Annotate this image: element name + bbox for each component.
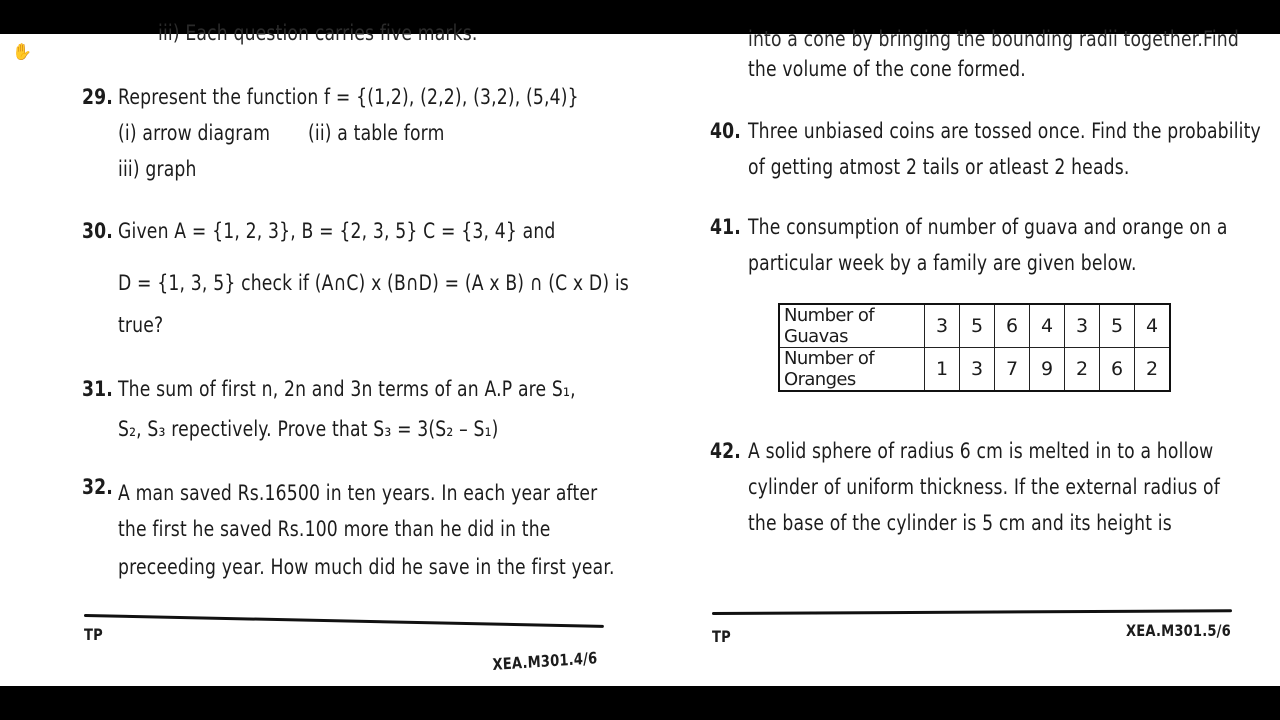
question-29-option-iii: iii) graph <box>118 157 197 181</box>
table-cell: 2 <box>1065 348 1100 392</box>
question-32-line-2: the first he saved Rs.100 more than he did in the <box>118 517 551 541</box>
right-cut-top-line: into a cone by bringing the bounding radii together.Find <box>748 27 1239 51</box>
question-41-line-2: particular week by a family are given below. <box>748 251 1137 275</box>
question-42-number: 42. <box>710 439 742 463</box>
right-footer-tp: TP <box>712 627 731 646</box>
table-cell: 2 <box>1135 348 1171 392</box>
table-cell: 1 <box>925 348 960 392</box>
question-30-line-2: D = {1, 3, 5} check if (A∩C) x (B∩D) = (A x B) ∩ (C x D) is <box>118 271 629 295</box>
question-40-line-2: of getting atmost 2 tails or atleast 2 heads. <box>748 155 1130 179</box>
left-footer-code: XEA.M301.4/6 <box>492 648 598 674</box>
table-cell: 3 <box>960 348 995 392</box>
table-cell: 9 <box>1030 348 1065 392</box>
question-31-number: 31. <box>82 377 114 401</box>
hand-cursor-icon: ✋ <box>12 44 32 61</box>
right-footer-code: XEA.M301.5/6 <box>1126 621 1231 640</box>
question-41-number: 41. <box>710 215 742 239</box>
question-32-line-1: A man saved Rs.16500 in ten years. In each year after <box>118 481 598 505</box>
table-cell: 3 <box>1065 304 1100 348</box>
question-30-line-3: true? <box>118 313 164 337</box>
table-cell: 6 <box>1100 348 1135 392</box>
table-row <box>779 304 1170 348</box>
question-39-continued: the volume of the cone formed. <box>748 57 1026 81</box>
guava-orange-table <box>778 303 1171 392</box>
question-42-line-1: A solid sphere of radius 6 cm is melted in to a hollow <box>748 439 1214 463</box>
right-footer-rule <box>712 609 1232 615</box>
question-29-option-ii: (ii) a table form <box>308 121 445 145</box>
table-cell: 5 <box>960 304 995 348</box>
question-41-line-1: The consumption of number of guava and orange on a <box>748 215 1228 239</box>
table-cell: 4 <box>1135 304 1171 348</box>
table-cell: 6 <box>995 304 1030 348</box>
question-42-line-2: cylinder of uniform thickness. If the external radius of <box>748 475 1220 499</box>
table-cell: 5 <box>1100 304 1135 348</box>
document-viewport <box>0 21 1280 686</box>
left-cut-top-line: iii) Each question carries five marks. <box>158 21 478 45</box>
question-40-number: 40. <box>710 119 742 143</box>
row-label-guavas: Number of Guavas <box>779 304 925 348</box>
table-cell: 3 <box>925 304 960 348</box>
row-label-oranges: Number of Oranges <box>779 348 925 392</box>
table-cell: 7 <box>995 348 1030 392</box>
table-cell: 4 <box>1030 304 1065 348</box>
question-32-line-3: preceeding year. How much did he save in the first year. <box>118 555 615 579</box>
question-42-line-3: the base of the cylinder is 5 cm and its height is <box>748 511 1172 535</box>
table-row <box>779 348 1170 392</box>
question-29-line-1: Represent the function f = {(1,2), (2,2), (3,2), (5,4)} <box>118 85 579 109</box>
question-29-option-i: (i) arrow diagram <box>118 121 271 145</box>
left-footer-tp: TP <box>84 625 103 644</box>
question-32-number: 32. <box>82 475 114 499</box>
question-31-line-2: S₂, S₃ repectively. Prove that S₃ = 3(S₂ – S₁) <box>118 417 499 441</box>
question-40-line-1: Three unbiased coins are tossed once. Find the probability <box>748 119 1261 143</box>
question-30-number: 30. <box>82 219 114 243</box>
question-30-line-1: Given A = {1, 2, 3}, B = {2, 3, 5} C = {3, 4} and <box>118 219 556 243</box>
question-29-number: 29. <box>82 85 114 109</box>
left-footer-rule <box>84 614 604 628</box>
question-31-line-1: The sum of first n, 2n and 3n terms of an A.P are S₁, <box>118 377 576 401</box>
